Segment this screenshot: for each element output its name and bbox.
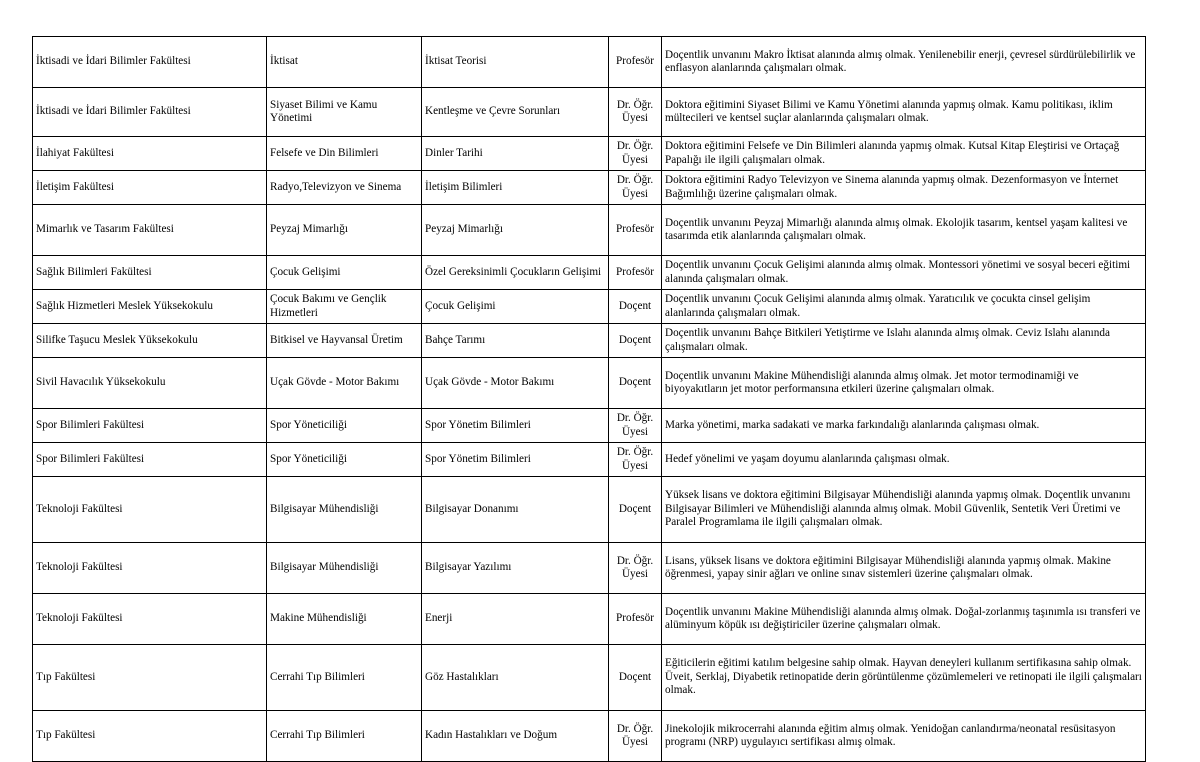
department-cell: Bitkisel ve Hayvansal Üretim bbox=[267, 324, 422, 358]
field-cell: Dinler Tarihi bbox=[422, 137, 609, 171]
department-cell: Makine Mühendisliği bbox=[267, 594, 422, 645]
title-cell: Dr. Öğr. Üyesi bbox=[609, 443, 662, 477]
field-cell: Göz Hastalıkları bbox=[422, 645, 609, 711]
table-row bbox=[33, 543, 1146, 594]
title-cell: Dr. Öğr. Üyesi bbox=[609, 137, 662, 171]
requirements-cell: Doktora eğitimini Felsefe ve Din Bilimleri alanında yapmış olmak. Kutsal Kitap Eleştirisi ve Ortaçağ Papalığı ile ilgili çalışmaları olmak. bbox=[662, 137, 1146, 171]
department-cell: Spor Yöneticiliği bbox=[267, 409, 422, 443]
table-row bbox=[33, 171, 1146, 205]
field-cell: Bilgisayar Donanımı bbox=[422, 477, 609, 543]
table-row bbox=[33, 324, 1146, 358]
requirements-cell: Doçentlik unvanını Makine Mühendisliği alanında almış olmak. Doğal-zorlanmış taşınımla ısı transferi ve alüminyum köpük ısı değiştiriciler üzerine çalışmaları olmak. bbox=[662, 594, 1146, 645]
table-row bbox=[33, 711, 1146, 762]
faculty-cell: İletişim Fakültesi bbox=[33, 171, 267, 205]
field-cell: Spor Yönetim Bilimleri bbox=[422, 409, 609, 443]
requirements-cell: Eğiticilerin eğitimi katılım belgesine sahip olmak. Hayvan deneyleri kullanım sertifikasına sahip olmak. Üveit, Serklaj, Diyabetik retinopatide derin görüntülenme çözümlemeleri ve retinopati ile ilgili çalışmaları olmak. bbox=[662, 645, 1146, 711]
table-row bbox=[33, 205, 1146, 256]
requirements-cell: Doçentlik unvanını Bahçe Bitkileri Yetiştirme ve Islahı alanında almış olmak. Ceviz Islahı alanında çalışmaları olmak. bbox=[662, 324, 1146, 358]
faculty-cell: Silifke Taşucu Meslek Yüksekokulu bbox=[33, 324, 267, 358]
faculty-cell: İktisadi ve İdari Bilimler Fakültesi bbox=[33, 37, 267, 88]
table-row bbox=[33, 88, 1146, 137]
field-cell: Kentleşme ve Çevre Sorunları bbox=[422, 88, 609, 137]
field-cell: Spor Yönetim Bilimleri bbox=[422, 443, 609, 477]
faculty-cell: Teknoloji Fakültesi bbox=[33, 594, 267, 645]
faculty-cell: Teknoloji Fakültesi bbox=[33, 477, 267, 543]
requirements-cell: Lisans, yüksek lisans ve doktora eğitimini Bilgisayar Mühendisliği alanında yapmış olmak. Makine öğrenmesi, yapay sinir ağları ve online sınav sistemleri üzerine çalışmaları olmak. bbox=[662, 543, 1146, 594]
title-cell: Dr. Öğr. Üyesi bbox=[609, 543, 662, 594]
faculty-cell: Spor Bilimleri Fakültesi bbox=[33, 443, 267, 477]
field-cell: Çocuk Gelişimi bbox=[422, 290, 609, 324]
field-cell: Kadın Hastalıkları ve Doğum bbox=[422, 711, 609, 762]
table-row bbox=[33, 256, 1146, 290]
field-cell: Bahçe Tarımı bbox=[422, 324, 609, 358]
title-cell: Doçent bbox=[609, 477, 662, 543]
department-cell: Cerrahi Tıp Bilimleri bbox=[267, 645, 422, 711]
field-cell: Özel Gereksinimli Çocukların Gelişimi bbox=[422, 256, 609, 290]
department-cell: Cerrahi Tıp Bilimleri bbox=[267, 711, 422, 762]
title-cell: Doçent bbox=[609, 324, 662, 358]
requirements-cell: Marka yönetimi, marka sadakati ve marka farkındalığı alanlarında çalışması olmak. bbox=[662, 409, 1146, 443]
faculty-cell: İktisadi ve İdari Bilimler Fakültesi bbox=[33, 88, 267, 137]
field-cell: Peyzaj Mimarlığı bbox=[422, 205, 609, 256]
faculty-cell: Sağlık Bilimleri Fakültesi bbox=[33, 256, 267, 290]
requirements-cell: Yüksek lisans ve doktora eğitimini Bilgisayar Mühendisliği alanında yapmış olmak. Doçentlik unvanını Bilgisayar Bilimleri ve Mühendisliği alanında almış olmak. Mobil Güvenlik, Sentetik Veri Üretimi ve Paralel Programlama ile ilgili çalışmaları olmak. bbox=[662, 477, 1146, 543]
requirements-cell: Doçentlik unvanını Peyzaj Mimarlığı alanında almış olmak. Ekolojik tasarım, kentsel yaşam kalitesi ve tasarımda etik alanlarında çalışmaları olmak. bbox=[662, 205, 1146, 256]
requirements-cell: Doçentlik unvanını Makine Mühendisliği alanında almış olmak. Jet motor termodinamiği ve biyoyakıtların jet motor performansına etkileri üzerine çalışmaları olmak. bbox=[662, 358, 1146, 409]
positions-table-body bbox=[33, 37, 1146, 762]
title-cell: Doçent bbox=[609, 358, 662, 409]
requirements-cell: Doktora eğitimini Siyaset Bilimi ve Kamu Yönetimi alanında yapmış olmak. Kamu politikası, iklim mültecileri ve kentsel suçlar alanlarında çalışmaları olmak. bbox=[662, 88, 1146, 137]
department-cell: İktisat bbox=[267, 37, 422, 88]
title-cell: Dr. Öğr. Üyesi bbox=[609, 409, 662, 443]
requirements-cell: Doktora eğitimini Radyo Televizyon ve Sinema alanında yapmış olmak. Dezenformasyon ve İnternet Bağımlılığı üzerine çalışmaları olmak. bbox=[662, 171, 1146, 205]
table-row bbox=[33, 358, 1146, 409]
title-cell: Dr. Öğr. Üyesi bbox=[609, 171, 662, 205]
title-cell: Profesör bbox=[609, 205, 662, 256]
positions-table bbox=[32, 36, 1146, 762]
department-cell: Bilgisayar Mühendisliği bbox=[267, 543, 422, 594]
title-cell: Dr. Öğr. Üyesi bbox=[609, 711, 662, 762]
title-cell: Profesör bbox=[609, 256, 662, 290]
table-row bbox=[33, 443, 1146, 477]
department-cell: Felsefe ve Din Bilimleri bbox=[267, 137, 422, 171]
requirements-cell: Hedef yönelimi ve yaşam doyumu alanlarında çalışması olmak. bbox=[662, 443, 1146, 477]
field-cell: İktisat Teorisi bbox=[422, 37, 609, 88]
department-cell: Peyzaj Mimarlığı bbox=[267, 205, 422, 256]
department-cell: Uçak Gövde - Motor Bakımı bbox=[267, 358, 422, 409]
table-row bbox=[33, 137, 1146, 171]
table-row bbox=[33, 594, 1146, 645]
field-cell: Enerji bbox=[422, 594, 609, 645]
department-cell: Bilgisayar Mühendisliği bbox=[267, 477, 422, 543]
department-cell: Radyo,Televizyon ve Sinema bbox=[267, 171, 422, 205]
title-cell: Profesör bbox=[609, 37, 662, 88]
field-cell: Uçak Gövde - Motor Bakımı bbox=[422, 358, 609, 409]
title-cell: Dr. Öğr. Üyesi bbox=[609, 88, 662, 137]
department-cell: Siyaset Bilimi ve Kamu Yönetimi bbox=[267, 88, 422, 137]
table-row bbox=[33, 477, 1146, 543]
field-cell: Bilgisayar Yazılımı bbox=[422, 543, 609, 594]
faculty-cell: Mimarlık ve Tasarım Fakültesi bbox=[33, 205, 267, 256]
faculty-cell: Sağlık Hizmetleri Meslek Yüksekokulu bbox=[33, 290, 267, 324]
faculty-cell: Spor Bilimleri Fakültesi bbox=[33, 409, 267, 443]
department-cell: Çocuk Bakımı ve Gençlik Hizmetleri bbox=[267, 290, 422, 324]
title-cell: Doçent bbox=[609, 290, 662, 324]
requirements-cell: Doçentlik unvanını Çocuk Gelişimi alanında almış olmak. Montessori yönetimi ve sosyal beceri eğitimi alanında çalışmaları olmak. bbox=[662, 256, 1146, 290]
requirements-cell: Doçentlik unvanını Makro İktisat alanında almış olmak. Yenilenebilir enerji, çevresel sürdürülebilirlik ve enflasyon alanlarında çalışmaları olmak. bbox=[662, 37, 1146, 88]
table-row bbox=[33, 645, 1146, 711]
department-cell: Spor Yöneticiliği bbox=[267, 443, 422, 477]
department-cell: Çocuk Gelişimi bbox=[267, 256, 422, 290]
field-cell: İletişim Bilimleri bbox=[422, 171, 609, 205]
requirements-cell: Jinekolojik mikrocerrahi alanında eğitim almış olmak. Yenidoğan canlandırma/neonatal resüsitasyon programı (NRP) uygulayıcı sertifikası almış olmak. bbox=[662, 711, 1146, 762]
title-cell: Doçent bbox=[609, 645, 662, 711]
title-cell: Profesör bbox=[609, 594, 662, 645]
faculty-cell: Teknoloji Fakültesi bbox=[33, 543, 267, 594]
faculty-cell: Tıp Fakültesi bbox=[33, 711, 267, 762]
faculty-cell: Tıp Fakültesi bbox=[33, 645, 267, 711]
faculty-cell: İlahiyat Fakültesi bbox=[33, 137, 267, 171]
table-row bbox=[33, 290, 1146, 324]
requirements-cell: Doçentlik unvanını Çocuk Gelişimi alanında almış olmak. Yaratıcılık ve çocukta cinsel gelişim alanlarında çalışmaları olmak. bbox=[662, 290, 1146, 324]
table-row bbox=[33, 409, 1146, 443]
faculty-cell: Sivil Havacılık Yüksekokulu bbox=[33, 358, 267, 409]
table-row bbox=[33, 37, 1146, 88]
